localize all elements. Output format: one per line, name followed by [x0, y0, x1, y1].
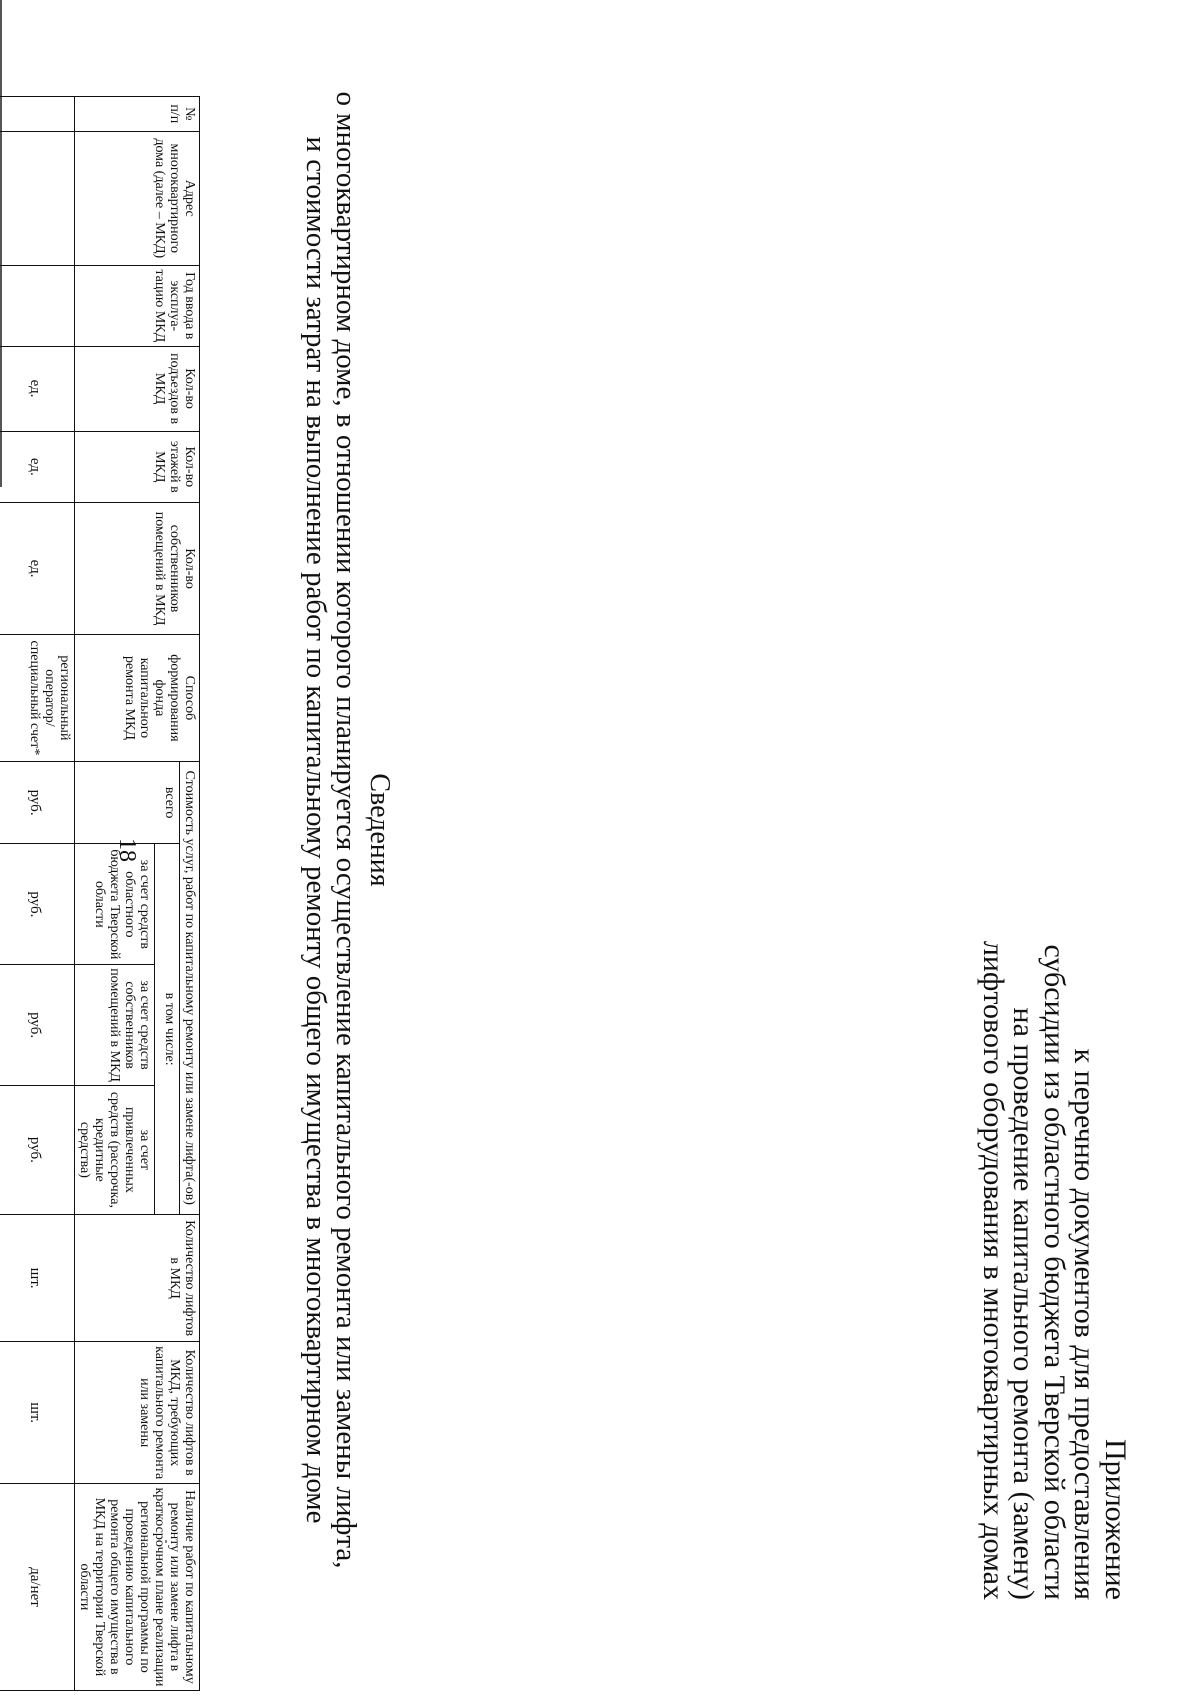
- unit-cell: руб.: [0, 1085, 75, 1214]
- col-header-total: всего: [75, 761, 180, 844]
- data-table: [0, 96, 200, 1691]
- col-header-regional-budget: за счет средств областного бюджета Тверской области: [75, 844, 155, 965]
- document-title: Сведения: [364, 773, 395, 887]
- unit-cell: шт.: [0, 1214, 75, 1342]
- unit-cell: региональный оператор/ специальный счет*: [0, 635, 75, 762]
- col-header-address: Адрес многоквартирного дома (далее – МКД): [75, 131, 200, 266]
- appendix-line: на проведение капитального ремонта (замену): [1007, 1007, 1041, 1600]
- unit-cell: ед.: [0, 346, 75, 431]
- unit-cell: руб.: [0, 844, 75, 965]
- col-header-owners: Кол-во собственников помещений в МКД: [75, 502, 200, 634]
- unit-cell: ед.: [0, 431, 75, 502]
- col-header-lifts-count: Количество лифтов в МКД: [75, 1214, 200, 1342]
- col-header-fund-method: Способ формирования фонда капитального ремонта МКД: [75, 635, 200, 762]
- unit-cell: да/нет: [0, 1483, 75, 1690]
- unit-cell: ед.: [0, 502, 75, 634]
- page-number: 18: [114, 838, 140, 862]
- unit-cell: шт.: [0, 1342, 75, 1483]
- col-header-num: № п/п: [75, 97, 200, 132]
- appendix-line: лифтового оборудования в многоквартирных домах: [977, 940, 1010, 1600]
- col-header-lifts-repair: Количество лифтов в МКД, требующих капитального ремонта или замены: [75, 1342, 200, 1483]
- appendix-line: к перечню документов для предоставления: [1068, 1048, 1102, 1600]
- document-subtitle-line: и стоимости затрат на выполнение работ по капитальному ремонту общего имущества в многоквартирном доме: [300, 136, 332, 1524]
- col-header-owners-funds: за счет средств собственников помещений в МКД: [75, 965, 155, 1086]
- table-header-row: [180, 97, 200, 1691]
- table-units-row: [0, 97, 75, 1691]
- document-subtitle-line: о многоквартирном доме, в отношении которого планируется осуществление капитального ремонта или замены лифта,: [330, 91, 362, 1569]
- appendix-line: субсидии из областного бюджета Тверской области: [1038, 944, 1071, 1600]
- unit-cell: руб.: [0, 761, 75, 844]
- col-header-borrowed-funds: за счет привлеченных средств (рассрочка, кредитные средства): [75, 1085, 155, 1214]
- col-header-plan-presence: Наличие работ по капитальному ремонту или замене лифта в краткосрочном плане реализации региональной программы по проведению капитального ремонта общего имущества в МКД на территории Тверской области: [75, 1483, 200, 1690]
- col-header-year: Год ввода в эксплуа-тацию МКД: [75, 266, 200, 347]
- appendix-heading: Приложение: [1099, 1438, 1132, 1600]
- col-header-cost-group: Стоимость услуг, работ по капитальному ремонту или замене лифта(-ов): [180, 761, 200, 1214]
- col-header-including: в том числе:: [155, 844, 180, 1214]
- appendix-block: [978, 500, 1131, 1600]
- col-header-entrances: Кол-во подъездов в МКД: [75, 346, 200, 431]
- unit-cell: руб.: [0, 965, 75, 1086]
- col-header-floors: Кол-во этажей в МКД: [75, 431, 200, 502]
